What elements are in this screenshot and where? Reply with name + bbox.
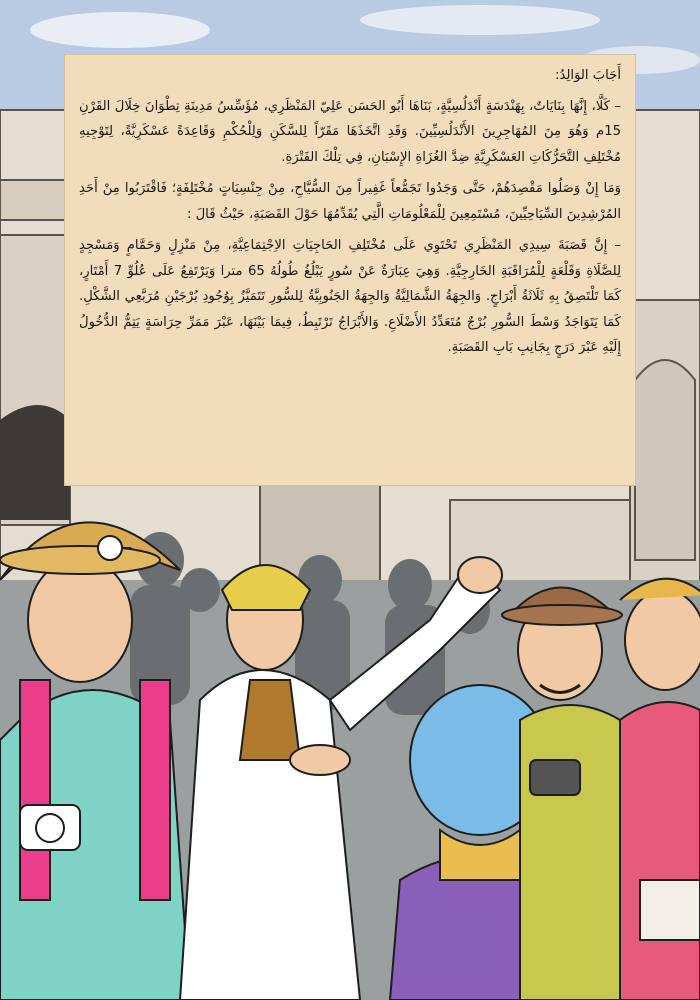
panel-paragraph-1: – كَلَّا، إِنَّهَا بِنَايَاتٌ، بِهَنْدَسَةٍ أَنْدَلُسِيَّةٍ، بَنَاهَا أَبُو الحَسَن عَلِيّ المَنْظَرِي، مُؤَسِّسُ مَدِينَةِ تِطْوَانَ خِلَالَ القَرْنِ 15م وَهُوَ مِنَ المُهَاجِرِينَ الأَنْدَلُسِيِّينَ. وَقَدِ اتَّخَذَهَا مَقَرّاً لِلسَّكَنِ وَلِلْحُكْمِ وَقَاعِدَةً عَسْكَرِيَّةً، لِتَوْجِيهِ مُخْتَلِفِ التَّحَرُّكَاتِ العَسْكَرِيَّةِ ضِدَّ الغُزَاةِ الإِسْبَانِ، فِي تِلْكَ الفَتْرَةِ. — [79, 98, 621, 165]
panel-paragraph-2: وَمَا إِنْ وَصَلُوا مَقْصِدَهُمْ، حَتَّى وَجَدُوا تَجَمُّعاً غَفِيراً مِنَ السُّيَّاحِ، مِنْ جِنْسِيَاتٍ مُخْتَلِفَةٍ؛ فَاقْتَرَبُوا مِنْ أَحَدِ المُرْشِدِينَ السِّيَاحِيِّينَ، مُسْتَمِعِينَ لِلْمَعْلُومَاتِ الَّتِي يُقَدِّمُهَا حَوْلَ القَصَبَةِ، حَيْثُ قَالَ : — [79, 181, 621, 222]
cloud — [30, 12, 210, 48]
cloud — [360, 5, 600, 35]
tourist-woman-far-right — [620, 579, 700, 1000]
panel-lead-line: أَجَابَ الوَالِدُ: — [555, 68, 621, 83]
panel-paragraph-3: – إِنَّ قَصَبَةَ سِيدِي المَنْظَرِي تَحْتَوِي عَلَى مُخْتَلِفِ الحَاجِيَاتِ الاِجْتِمَاعِيَّةِ، مِنْ مَنْزِلٍ وَحَمَّامٍ وَمَسْجِدٍ لِلصَّلَاةِ وَقَلْعَةٍ لِلْمُرَاقَبَةِ الخَارِجِيَّةِ. وَهِيَ عِبَارَةٌ عَنْ سُورٍ يَبْلُغُ طُولُهُ 65 مترا وَيَرْتَفِعُ عَلَى عُلُوِّ 7 أَمْتَارٍ، كَمَا تَلْتَصِقُ بِهِ ثَلَاثَةُ أَبْرَاجٍ. وَالجِهَةُ الشَّمَالِيَّةُ وَالجِهَةُ الجَنُوبِيَّةُ لِلسُّورِ تَتَمَيَّزُ بِوُجُودِ بُرْجَيْنِ مُرَبَّعِي الشَّكْلِ. كَمَا يَتَوَاجَدُ وَسْطَ السُّورِ بُرْجٌ مُتَعَدِّدُ الأَضْلَاعِ. وَالأَبْرَاجُ تَرْتَبِطُ، فِيمَا بَيْنَهَا، عَبْرَ مَمَرِّ حِرَاسَةٍ يَتِمُّ الدُّخُولُ إِلَيْهِ عَبْرَ دَرَجٍ بِجَانِبِ بَابِ القَصَبَةِ. — [79, 238, 621, 355]
narrative-text-panel — [65, 55, 635, 485]
